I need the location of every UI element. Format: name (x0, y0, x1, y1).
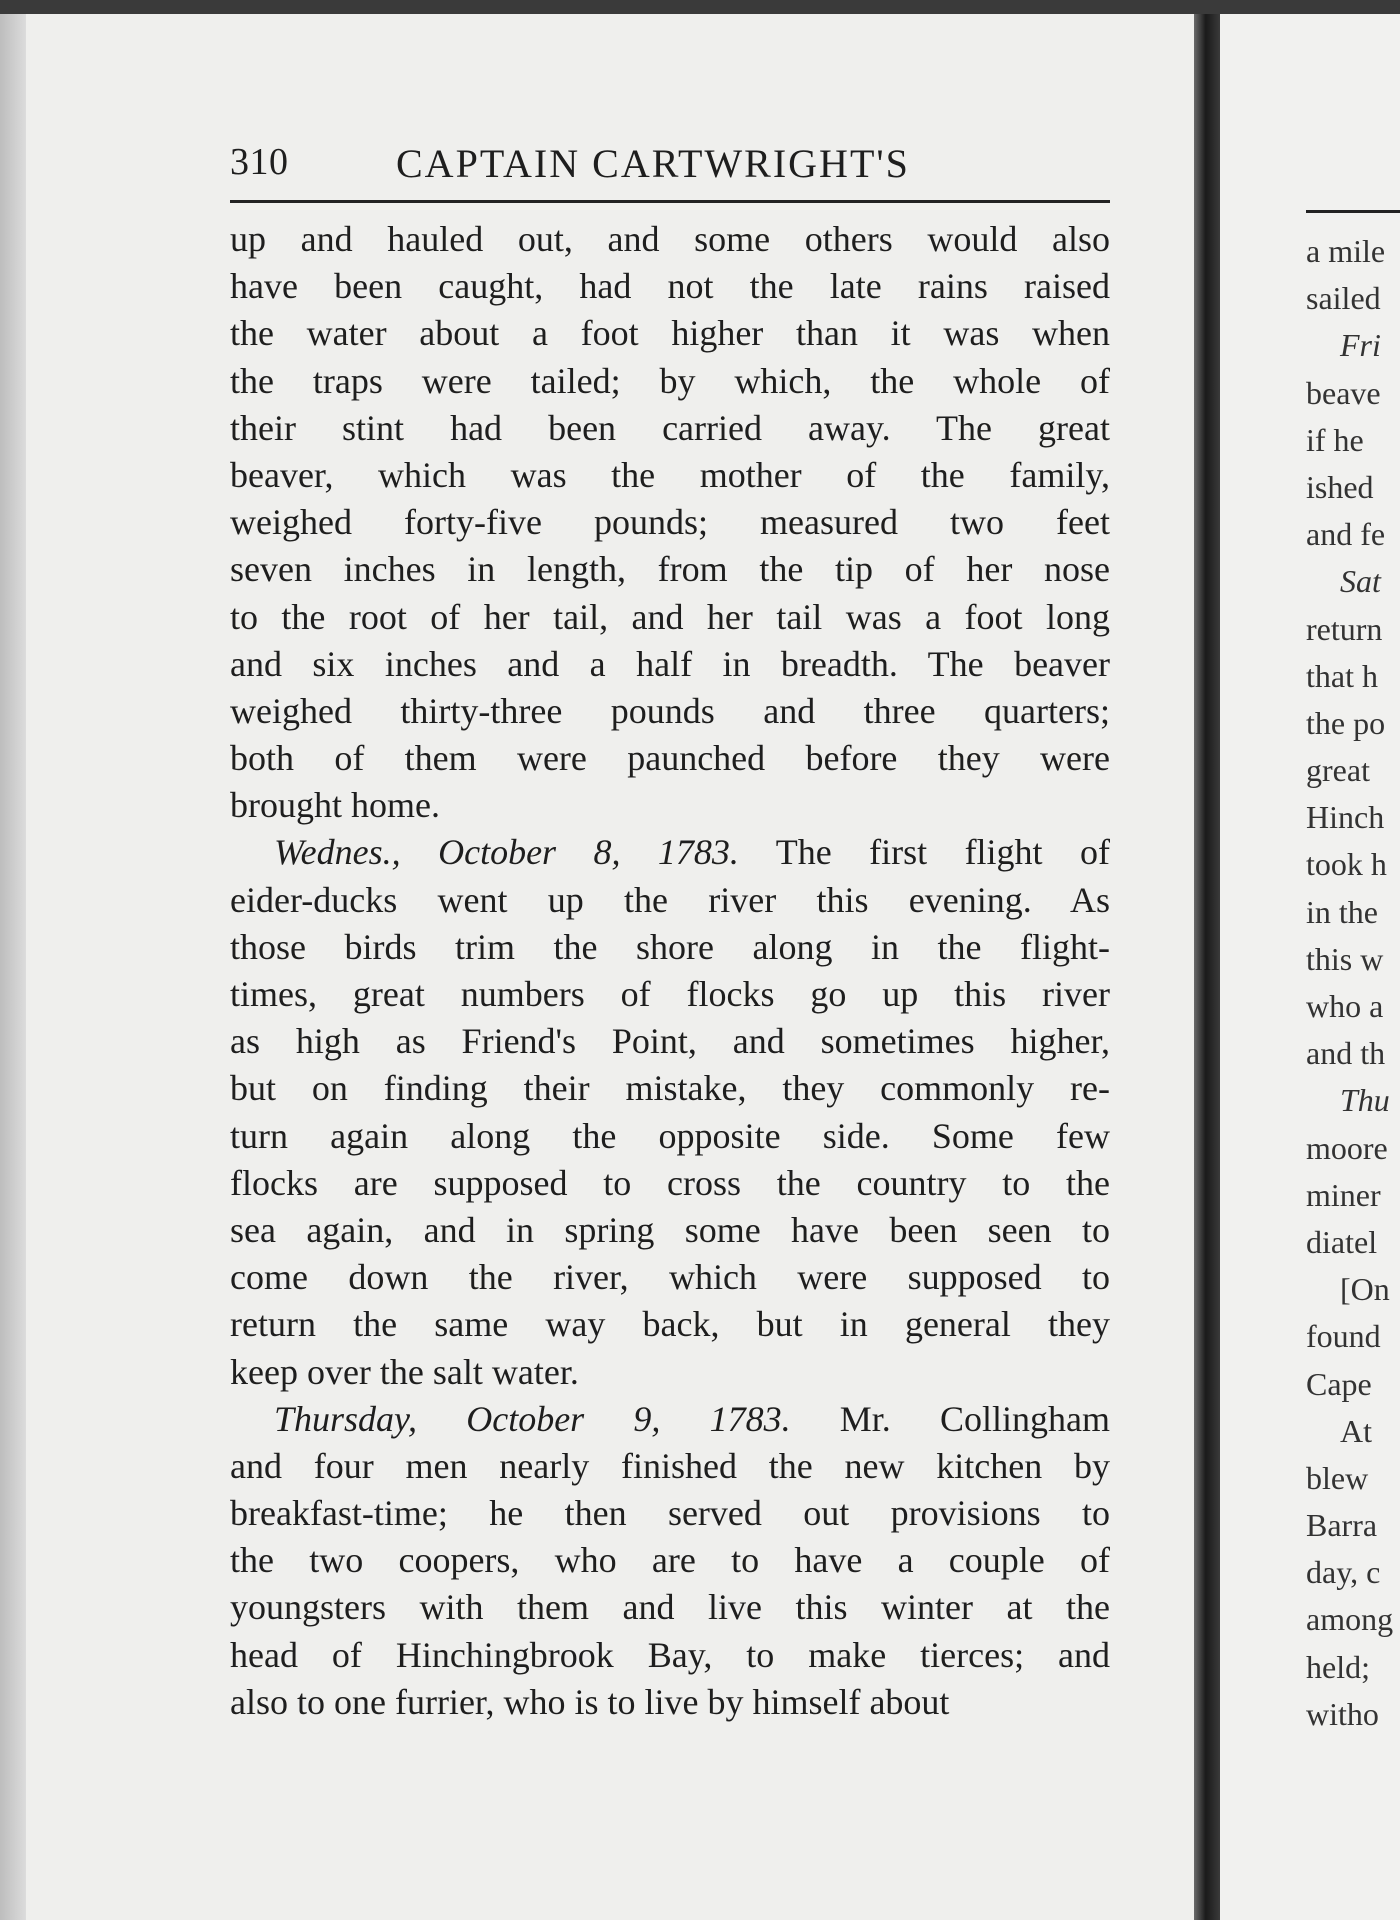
right-page-line: blew (1306, 1459, 1369, 1496)
text-line: breakfast-time; he then served out provisions to (230, 1493, 1110, 1534)
text-line: the two coopers, who are to have a couple of (230, 1540, 1110, 1581)
header-rule (230, 200, 1110, 203)
text-line: seven inches in length, from the tip of her nose (230, 549, 1110, 590)
right-page-line: the po (1306, 704, 1386, 741)
text-line: eider-ducks went up the river this evening. As (230, 879, 1110, 920)
text-line: flocks are supposed to cross the country to the (230, 1162, 1110, 1203)
text-line: their stint had been carried away. The great (230, 407, 1110, 448)
text-line: weighed forty-five pounds; measured two feet (230, 502, 1110, 543)
top-binding-strip (0, 0, 1400, 14)
text-line (230, 829, 1110, 876)
right-page-line: took h (1306, 846, 1387, 883)
page-number: 310 (230, 141, 289, 183)
right-page-line: in the (1306, 893, 1378, 930)
right-page-header-rule (1306, 210, 1400, 213)
right-page-line: witho (1306, 1695, 1379, 1732)
line-text: The first flight of (775, 832, 1110, 873)
text-line: the water about a foot higher than it was when (230, 313, 1110, 354)
entry-date: Wednes., October 8, 1783. (274, 832, 739, 873)
text-line: the traps were tailed; by which, the whole of (230, 360, 1110, 401)
right-page-line: Sat (1340, 563, 1381, 600)
right-page-line: a mile (1306, 233, 1386, 269)
right-page-line: great (1306, 752, 1370, 789)
right-page-line: sailed (1306, 280, 1381, 317)
text-line: return the same way back, but in general they (230, 1304, 1110, 1345)
text-line: both of them were paunched before they were (230, 738, 1110, 779)
right-page-line: Fri (1340, 327, 1381, 364)
paragraph (230, 1396, 1110, 1726)
text-line: times, great numbers of flocks go up this river (230, 974, 1110, 1014)
right-page (1220, 14, 1400, 1920)
right-page-line: [On (1340, 1271, 1390, 1308)
right-page-line: this w (1306, 940, 1384, 977)
right-page-line: day, c (1306, 1554, 1381, 1591)
text-line: have been caught, had not the late rains raised (230, 266, 1110, 307)
right-page-line: if he (1306, 421, 1364, 458)
text-line: up and hauled out, and some others would also (230, 219, 1110, 259)
left-page-edge (0, 14, 26, 1920)
right-page-line: that h (1306, 657, 1378, 694)
text-line: head of Hinchingbrook Bay, to make tierces; and (230, 1634, 1110, 1675)
text-line: come down the river, which were supposed to (230, 1257, 1110, 1298)
text-line: beaver, which was the mother of the family, (230, 454, 1110, 495)
right-page-line: and fe (1306, 516, 1386, 553)
right-page-line: return (1306, 610, 1383, 647)
right-page-line: miner (1306, 1176, 1381, 1213)
right-page-line: Cape (1306, 1365, 1372, 1402)
right-page-line: held; (1306, 1648, 1370, 1685)
line-text: Mr. Collingham (839, 1398, 1110, 1439)
text-line: and six inches and a half in breadth. The beaver (230, 643, 1110, 684)
right-page-line: beave (1306, 374, 1381, 411)
text-line: to the root of her tail, and her tail was a foot long (230, 596, 1110, 637)
body-text (230, 216, 1110, 1726)
right-page-line: Barra (1306, 1507, 1378, 1544)
right-page-line: who a (1306, 988, 1384, 1024)
right-page-line: Thu (1340, 1082, 1390, 1119)
paragraph (230, 216, 1110, 829)
text-line: brought home. (230, 785, 440, 826)
right-page-line: ished (1306, 468, 1374, 505)
paragraph (230, 829, 1110, 1395)
entry-date: Thursday, October 9, 1783. (274, 1398, 791, 1439)
text-line: sea again, and in spring some have been seen to (230, 1209, 1110, 1250)
running-title: CAPTAIN CARTWRIGHT'S (396, 141, 910, 186)
right-page-text (1306, 228, 1400, 1738)
text-line: as high as Friend's Point, and sometimes higher, (230, 1021, 1110, 1062)
right-page-line: found (1306, 1318, 1381, 1355)
book-gutter (1194, 14, 1220, 1920)
right-page-line: moore (1306, 1129, 1388, 1166)
right-page-line: At (1340, 1412, 1372, 1449)
right-page-line: diatel (1306, 1223, 1378, 1260)
text-line: and four men nearly finished the new kitchen by (230, 1445, 1110, 1486)
text-line: those birds trim the shore along in the flight- (230, 926, 1110, 967)
text-line: also to one furrier, who is to live by himself about (230, 1681, 950, 1722)
text-line: weighed thirty-three pounds and three quarters; (230, 690, 1110, 731)
text-line: youngsters with them and live this winter at the (230, 1587, 1110, 1628)
right-page-line: Hinch (1306, 799, 1385, 836)
right-page-line: among (1306, 1601, 1394, 1638)
text-line: turn again along the opposite side. Some few (230, 1115, 1110, 1156)
text-line: keep over the salt water. (230, 1351, 579, 1392)
text-line: but on finding their mistake, they commonly re- (230, 1068, 1110, 1109)
right-page-line: and th (1306, 1035, 1386, 1072)
text-line (230, 1396, 1110, 1443)
page-header (230, 140, 1110, 190)
